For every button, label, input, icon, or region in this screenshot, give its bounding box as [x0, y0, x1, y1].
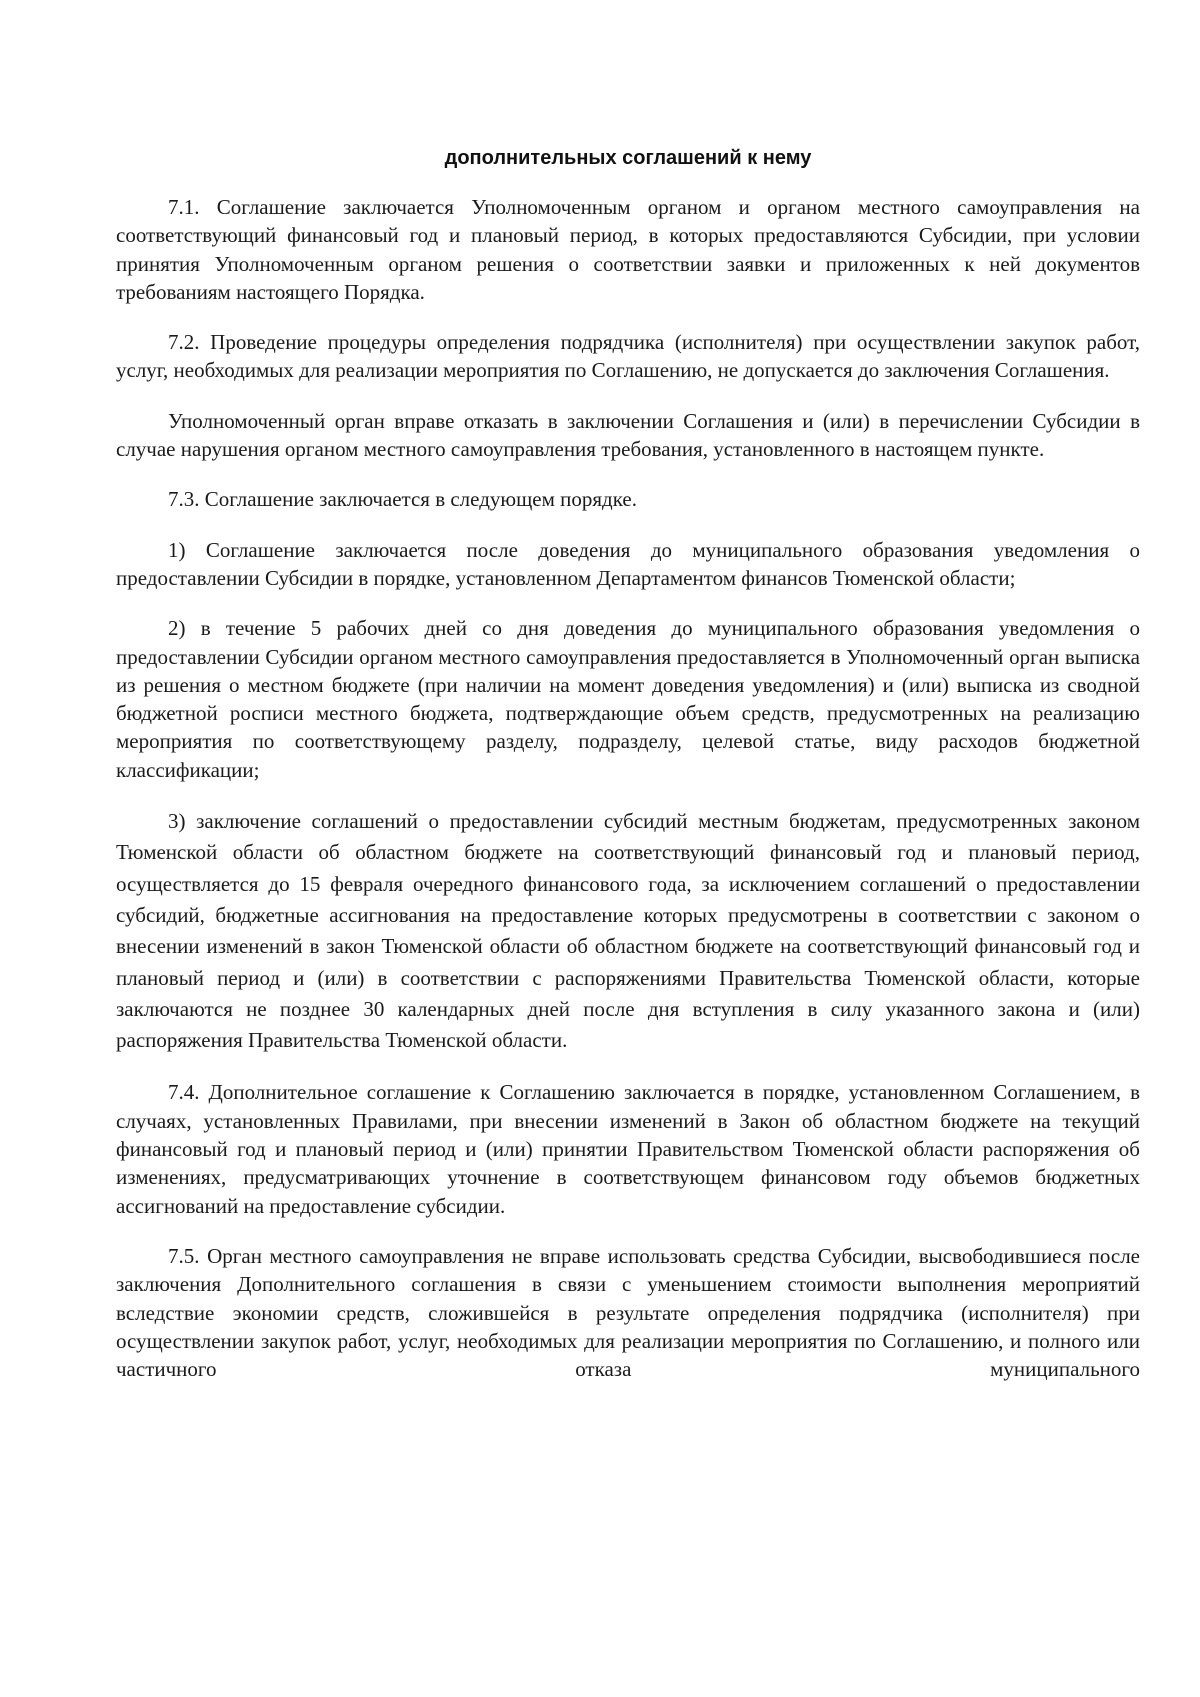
- paragraph-7-1: 7.1. Соглашение заключается Уполномоченным органом и органом местного самоуправления на соответствующий финансовый год и плановый период, в которых предоставляются Субсидии, при условии принятия Уполномоченным органом решения о соответствии заявки и приложенных к ней документов требованиям настоящего Порядка.: [116, 195, 1140, 304]
- paragraph-7-3: 7.3. Соглашение заключается в следующем порядке.: [168, 487, 637, 512]
- document-body: [116, 143, 1140, 1383]
- paragraph-refusal: Уполномоченный орган вправе отказать в заключении Соглашения и (или) в перечислении Субсидии в случае нарушения органом местного самоуправления требования, установленного в настоящем пункте.: [116, 408, 1140, 462]
- paragraph-item-1: 1) Соглашение заключается после доведения до муниципального образования уведомления о предоставлении Субсидии в порядке, установленном Департаментом финансов Тюменской области;: [116, 537, 1140, 590]
- paragraph-item-2: 2) в течение 5 рабочих дней со дня доведения до муниципального образования уведомления о предоставлении Субсидии органом местного самоуправления предоставляется в Уполномоченный орган выписка из решения о местном бюджете (при наличии на момент доведения уведомления) и (или) выписка из сводной бюджетной росписи местного бюджета, подтверждающие объем средств, предусмотренных на реализацию мероприятия по соответствующему разделу, подразделу, целевой статье, виду расходов бюджетной классификации;: [116, 616, 1140, 782]
- paragraph-7-5: 7.5. Орган местного самоуправления не вправе использовать средства Субсидии, высвободившиеся после заключения Дополнительного соглашения в связи с уменьшением стоимости выполнения мероприятий вследствие экономии средств, сложившейся в результате определения подрядчика (исполнителя) при осуществлении закупок работ, услуг, необходимых для реализации мероприятия по Соглашению, и полного или частичного отказа муниципального: [116, 1243, 1140, 1382]
- paragraph-item-3: 3) заключение соглашений о предоставлении субсидий местным бюджетам, предусмотренных законом Тюменской области об областном бюджете на соответствующий финансовый год и плановый период, осуществляется до 15 февраля очередного финансового года, за исключением соглашений о предоставлении субсидий, бюджетные ассигнования на предоставление которых предусмотрены в соответствии с законом о внесении изменений в закон Тюменской области об областном бюджете на соответствующий финансовый год и плановый период и (или) в соответствии с распоряжениями Правительства Тюменской области, которые заключаются не позднее 30 календарных дней после дня вступления в силу указанного закона и (или) распоряжения Правительства Тюменской области.: [116, 809, 1140, 1053]
- paragraph-7-4: 7.4. Дополнительное соглашение к Соглашению заключается в порядке, установленном Соглашением, в случаях, установленных Правилами, при внесении изменений в Закон об областном бюджете на текущий финансовый год и плановый период и (или) принятии Правительством Тюменской области распоряжения об изменениях, предусматривающих уточнение в соответствующем финансовом году объемов бюджетных ассигнований на предоставление субсидии.: [116, 1080, 1140, 1218]
- section-heading: дополнительных соглашений к нему: [444, 147, 812, 169]
- paragraph-7-2: 7.2. Проведение процедуры определения подрядчика (исполнителя) при осуществлении закупок работ, услуг, необходимых для реализации мероприятия по Соглашению, не допускается до заключения Соглашения.: [116, 330, 1140, 383]
